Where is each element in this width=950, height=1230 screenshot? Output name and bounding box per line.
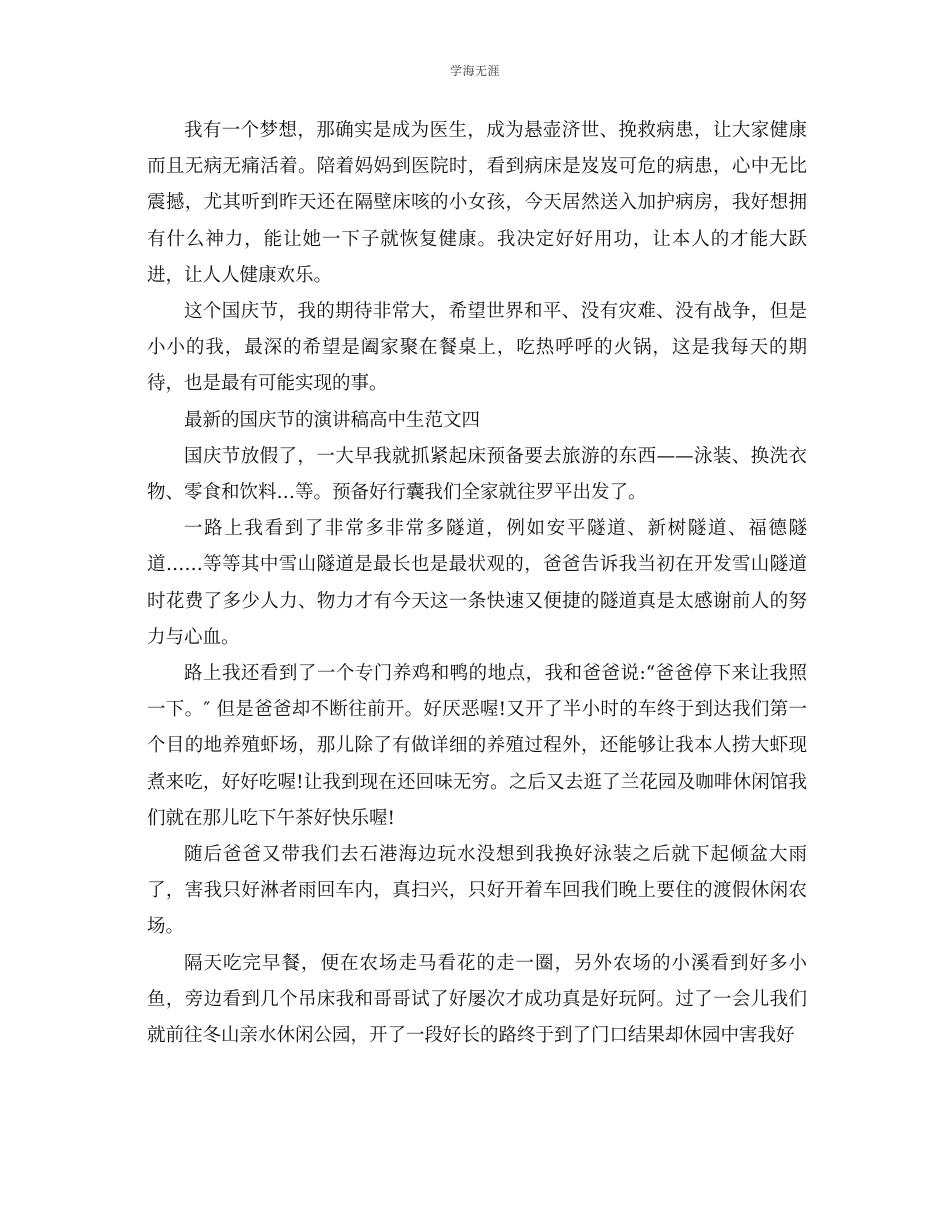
- document-body: [147, 113, 807, 1054]
- page-header: 学海无涯: [449, 64, 500, 78]
- paragraph-tunnels: 一路上我看到了非常多非常多隧道，例如安平隧道、新树隧道、福德隧道……等等其中雪山隧道是最长也是最状观的，爸爸告诉我当初在开发雪山隧道时花费了多少人力、物力才有今天这一条快速又便捷的隧道真是太感谢前人的努力与心血。: [147, 518, 807, 648]
- section-heading: 最新的国庆节的演讲稿高中生范文四: [184, 409, 481, 431]
- paragraph-beach-rain: 随后爸爸又带我们去石港海边玩水没想到我换好泳装之后就下起倾盆大雨了，害我只好淋者雨回车内，真扫兴，只好开着车回我们晚上要住的渡假休闲农场。: [147, 844, 807, 938]
- paragraph-holiday-start: 国庆节放假了，一大早我就抓紧起床预备要去旅游的东西——泳装、换洗衣物、零食和饮料…等。预备好行囊我们全家就往罗平出发了。: [147, 445, 807, 504]
- paragraph-national-day-hope: 这个国庆节，我的期待非常大，希望世界和平、没有灾难、没有战争，但是小小的我，最深的希望是阖家聚在餐桌上，吃热呼呼的火锅，这是我每天的期待，也是最有可能实现的事。: [147, 301, 807, 395]
- paragraph-shrimp-farm: 路上我还看到了一个专门养鸡和鸭的地点，我和爸爸说:“爸爸停下来让我照一下。″ 但是爸爸却不断往前开。好厌恶喔!又开了半小时的车终于到达我们第一个目的地养殖虾场，那儿除了有做详细的养殖过程外，还能够让我本人捞大虾现煮来吃，好好吃喔!让我到现在还回味无穷。之后又去逛了兰花园及咖啡休闲馆我们就在那儿吃下午茶好快乐喔!: [147, 663, 807, 829]
- paragraph-dream: 我有一个梦想，那确实是成为医生，成为悬壶济世、挽救病患，让大家健康而且无病无痛活着。陪着妈妈到医院时，看到病床是岌岌可危的病患，心中无比震撼，尤其听到昨天还在隔壁床咳的小女孩，今天居然送入加护病房，我好想拥有什么神力，能让她一下子就恢复健康。我决定好好用功，让本人的才能大跃进，让人人健康欢乐。: [147, 120, 807, 286]
- paragraph-next-day: 隔天吃完早餐，便在农场走马看花的走一圈，另外农场的小溪看到好多小鱼，旁边看到几个吊床我和哥哥试了好屡次才成功真是好玩阿。过了一会儿我们就前往冬山亲水休闲公园，开了一段好长的路终于到了门口结果却休园中害我好: [147, 952, 807, 1047]
